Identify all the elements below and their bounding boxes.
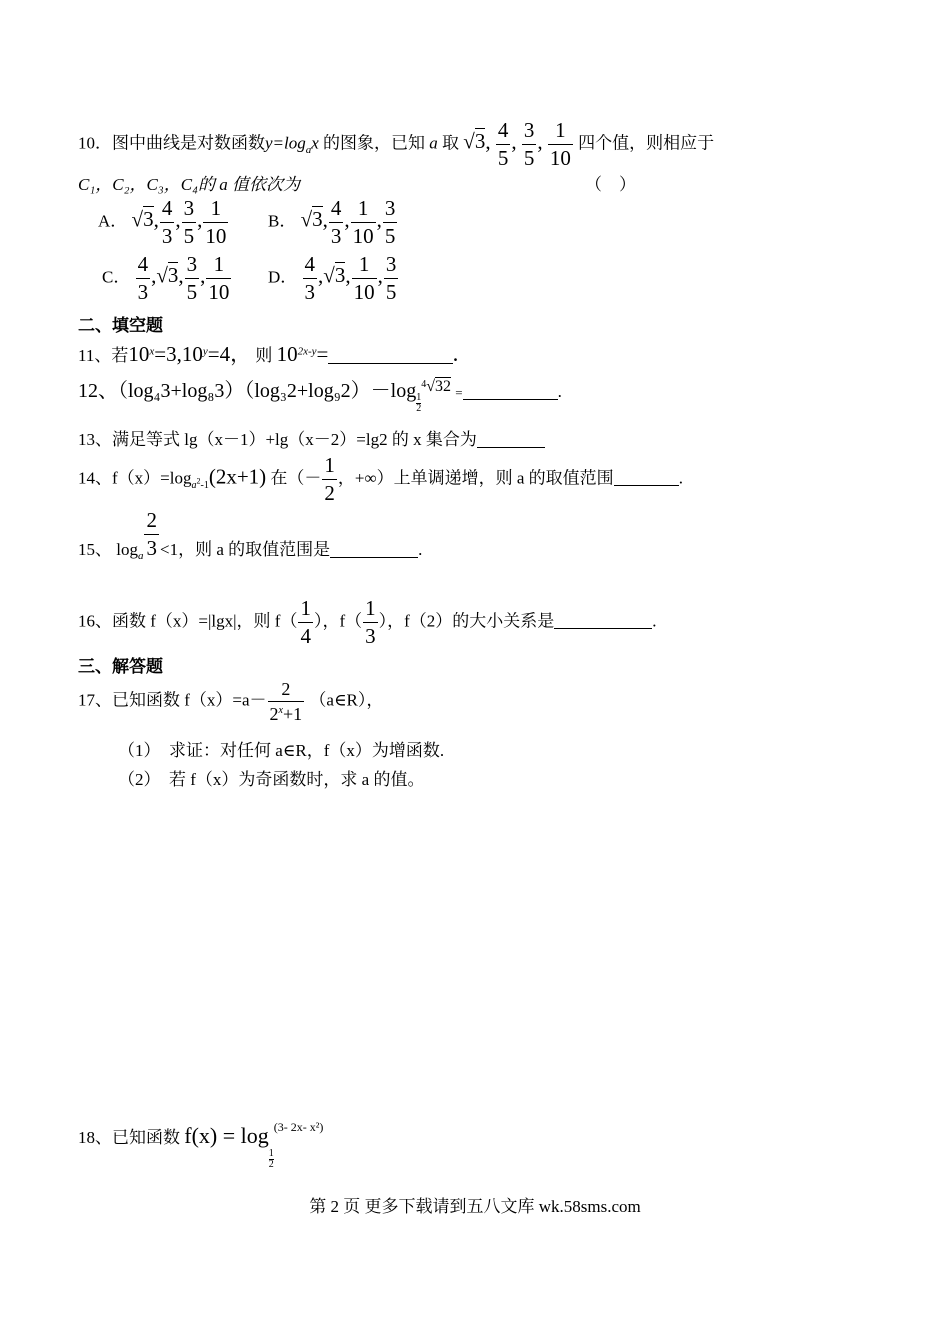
- q10-option-c: C． $\frac{4}{3}$ ,√3, $\frac{3}{5}$ , $\frac{1}{10}$: [102, 252, 230, 304]
- q16-frac-1-3: $\frac{1}{3}$: [365, 596, 376, 648]
- q16-answer-blank: [554, 611, 652, 629]
- q17-pre: 17、已知函数 f（x）=a－: [78, 690, 267, 710]
- q18-exponent: (3- 2x- x²): [273, 1120, 324, 1134]
- q14: 14、$f(x)=\log_{a^2-1}(2x+1)$ 在（－ $\frac{1}{2}$ ，+∞）上单调递增，则 a 的取值范围 .: [78, 453, 683, 505]
- option-b-label: B．: [268, 211, 297, 231]
- q14-pre: 14、f（x）=log: [78, 468, 192, 488]
- q12-end: .: [557, 382, 562, 401]
- q16-mid2: ），f（2）的大小关系是: [378, 611, 555, 631]
- q11-expr1: 10: [128, 342, 150, 366]
- q15-post: <1，则 a 的取值范围是: [159, 540, 331, 559]
- q12-log-base: $\frac{1}{2}$: [416, 392, 422, 414]
- q14-answer-blank: [614, 468, 679, 486]
- q14-mid2: ，+∞）上单调递增，则 a 的取值范围: [337, 468, 614, 488]
- q16-pre: 16、函数 f（x）=|lgx|，则 f（: [78, 611, 298, 631]
- q14-end: .: [678, 468, 683, 488]
- q14-mid: 在（－: [270, 468, 322, 488]
- q18-pre: 18、已知函数: [78, 1128, 180, 1147]
- q17-frac: $\frac{2}{2^x+1}$: [269, 679, 303, 724]
- q13: [78, 425, 545, 450]
- q11-pre: 11、若: [78, 346, 129, 365]
- q16-mid1: ），f（: [313, 611, 363, 631]
- section-solution-heading: 三、解答题: [78, 657, 163, 676]
- q11: 11、若$10^x=3,10^y=4$， 则 $10^{2x-y}=$ .: [78, 342, 458, 366]
- q16-end: .: [652, 611, 657, 631]
- q10-answer-paren: （ ）: [585, 175, 636, 194]
- q10-curves-text: C₁，C₂，C₃，C₄的 a 值依次为: [78, 175, 300, 194]
- q10-prefix: 10．图中曲线是对数函数: [78, 133, 265, 153]
- q14-arg: (2x+1): [208, 464, 267, 489]
- q16: [78, 598, 657, 647]
- q11-mid: =3,10: [154, 342, 203, 366]
- option-c-label: C．: [102, 267, 131, 287]
- q10-func: y=log: [265, 133, 306, 153]
- q10-option-d: D． $\frac{4}{3}$ ,√3, $\frac{1}{10}$ , $\frac{3}{5}$: [268, 252, 397, 304]
- q10-post: 四个值，则相应于: [578, 133, 715, 153]
- q18-expr: f(x) = log: [184, 1123, 269, 1148]
- q10-mid: 的图象，已知: [318, 133, 430, 153]
- q11-eq: =: [316, 342, 329, 366]
- q12-answer-blank: [463, 382, 558, 400]
- q14-frac-1-2: $\frac{1}{2}$: [324, 453, 335, 505]
- q17-item2: （2） 若 f（x）为奇函数时，求 a 的值。: [118, 770, 425, 789]
- q16-frac-1-4: $\frac{1}{4}$: [300, 596, 311, 648]
- q10-sub: a: [305, 143, 312, 156]
- q15-end: .: [418, 540, 423, 559]
- section-fill-in-heading: 二、填空题: [78, 316, 163, 335]
- q13-text: 13、满足等式 lg（x－1）+lg（x－2）=lg2 的 x 集合为: [78, 430, 477, 449]
- q10-take: 取: [437, 133, 460, 153]
- q10-frac-3-5: $\frac{3}{5}$: [523, 118, 535, 170]
- q10-line1: 10．图中曲线是对数函数$y=\log_ax$ 的图象，已知 a 取 √3, $\frac{4}{5}$ , $\frac{3}{5}$ , $\frac{1}{10}$ 四个值，则相应于: [78, 118, 715, 170]
- q11-then: 则: [251, 346, 277, 365]
- q11-mid2: =4，: [207, 342, 252, 366]
- option-d-label: D．: [268, 267, 298, 287]
- option-a-label: A．: [98, 211, 128, 231]
- q11-end: .: [453, 346, 458, 365]
- q11-expr2: 10: [276, 342, 298, 366]
- q12-eq: =: [455, 385, 463, 400]
- q15-pre: 15、 log: [78, 540, 138, 559]
- q17-item1: （1） 求证：对任何 a∈R，f（x）为增函数.: [118, 741, 445, 760]
- page-footer: 第 2 页 更多下载请到五八文库 wk.58sms.com: [309, 1197, 641, 1216]
- q18: [78, 1120, 323, 1170]
- q15-answer-blank: [330, 540, 418, 558]
- q10-option-a: A． √3, $\frac{4}{3}$ , $\frac{3}{5}$ , $\frac{1}{10}$: [98, 196, 227, 248]
- q12-expr: 12、（log₄3+log₈3）（log₃2+log₉2）－log: [78, 380, 417, 402]
- q10-x: x: [311, 133, 319, 153]
- q13-answer-blank: [477, 430, 545, 448]
- q10-line2: [78, 170, 300, 195]
- q10-frac-4-5: $\frac{4}{5}$: [497, 118, 509, 170]
- q18-log-base: $\frac{1}{2}$: [268, 1148, 274, 1170]
- q10-sqrt3: √3,: [463, 129, 491, 154]
- q10-a: a: [429, 133, 438, 153]
- q12: 12、（log₄3+log₈3）（log₃2+log₉2）－log $\frac{1}{2}$ $^4$√32 = .: [78, 378, 562, 414]
- q11-answer-blank: [328, 346, 453, 364]
- q17-post: （a∈R），: [309, 690, 384, 710]
- q15-exponent-frac: $\frac{2}{3}$: [146, 508, 157, 560]
- q10-frac-1-10: $\frac{1}{10}$: [549, 118, 571, 170]
- q15: 15、 $\log_a$ $\frac{2}{3}$ <1，则 a 的取值范围是 .: [78, 508, 423, 562]
- q10-option-b: B． √3, $\frac{4}{3}$ , $\frac{1}{10}$ , $\frac{3}{5}$: [268, 196, 396, 248]
- q17: [78, 680, 383, 723]
